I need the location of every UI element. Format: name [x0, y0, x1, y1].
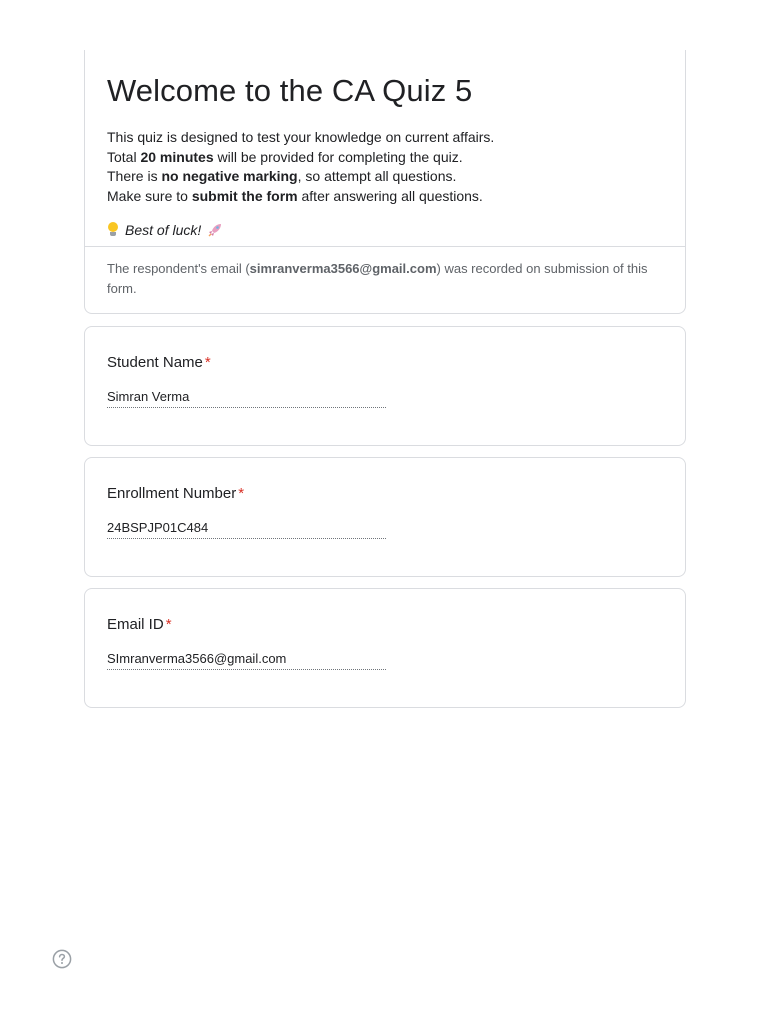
- description-bold: submit the form: [191, 187, 298, 204]
- description-bold: no negative marking: [161, 168, 298, 184]
- email-note-text: The respondent's email (: [107, 261, 250, 276]
- lightbulb-icon: [107, 222, 119, 238]
- description-text: will be provided for completing the quiz.: [213, 148, 463, 165]
- required-asterisk: *: [204, 354, 211, 371]
- description-line-1: [107, 128, 663, 148]
- description-bold: 20 minutes: [140, 148, 214, 165]
- student-name-answer[interactable]: Simran Verma: [107, 389, 386, 408]
- question-card-email-id: [84, 588, 686, 708]
- description-text: after answering all questions.: [297, 187, 483, 204]
- description-text: Make sure to: [107, 187, 192, 204]
- question-title: Student Name: [107, 354, 203, 371]
- question-label: [107, 615, 663, 635]
- email-id-answer[interactable]: SImranverma3566@gmail.com: [107, 651, 386, 670]
- luck-line: [107, 220, 663, 240]
- header-accent: [84, 48, 686, 50]
- form-header-card: [84, 48, 686, 314]
- form-title: Welcome to the CA Quiz 5: [107, 73, 473, 108]
- description-line-4: [107, 187, 663, 207]
- required-asterisk: *: [165, 616, 172, 633]
- luck-text: Best of luck!: [125, 222, 202, 238]
- required-asterisk: *: [238, 485, 245, 502]
- question-title: Enrollment Number: [107, 485, 237, 502]
- question-card-enrollment-number: [84, 457, 686, 577]
- help-icon[interactable]: [52, 949, 72, 969]
- question-card-student-name: [84, 326, 686, 446]
- description-text: Total: [107, 148, 141, 165]
- description-text: , so attempt all questions.: [297, 168, 457, 184]
- description-line-3: [107, 167, 663, 187]
- question-title: Email ID: [107, 616, 164, 633]
- enrollment-number-answer[interactable]: 24BSPJP01C484: [107, 520, 386, 539]
- description-text: There is: [107, 168, 162, 184]
- question-label: [107, 353, 663, 373]
- description-text: This quiz is designed to test your knowledge on current affairs.: [107, 129, 495, 145]
- respondent-email: simranverma3566@gmail.com: [249, 261, 437, 276]
- question-label: [107, 484, 663, 504]
- rocket-icon: [207, 222, 223, 238]
- email-note-text: ) was recorded on submission of this form.: [107, 261, 648, 296]
- header-main: [85, 48, 685, 247]
- respondent-email-note: [85, 247, 685, 298]
- description-line-2: [107, 148, 663, 168]
